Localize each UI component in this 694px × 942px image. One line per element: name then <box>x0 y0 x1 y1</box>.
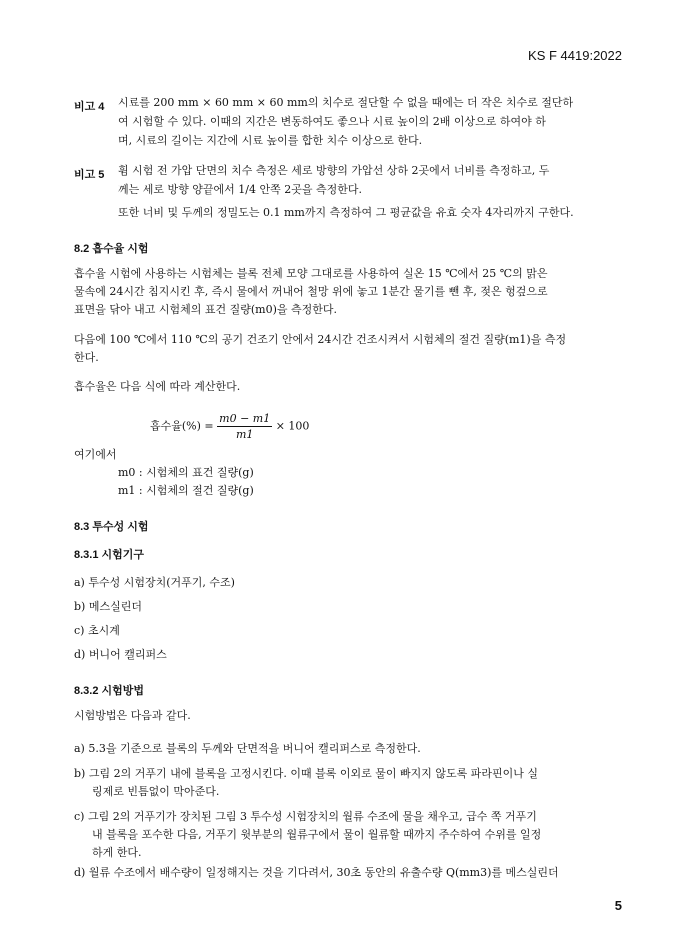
sec82-para2-line1: 다음에 100 ℃에서 110 ℃의 공기 건조기 안에서 24시간 건조시켜서 시험체의 절건 질량(m1)을 측정 <box>74 333 567 346</box>
note-5-line-2: 께는 세로 방향 양끝에서 1/4 안쪽 2곳을 측정한다. <box>118 183 362 196</box>
sec82-para2-line2: 한다. <box>74 351 99 364</box>
method-step-c-line2: 내 블록을 포수한 다음, 거푸기 윗부분의 월류구에서 물이 월류할 때까지 주수하여 수위를 일정 <box>92 828 542 841</box>
page-number: 5 <box>614 898 622 913</box>
note-5-line-1: 휨 시험 전 가압 단면의 치수 측정은 세로 방향의 가압선 상하 2곳에서 너비를 측정하고, 두 <box>118 164 550 177</box>
section-8-3-heading: 8.3 투수성 시험 <box>74 521 149 533</box>
formula-fraction <box>217 412 272 441</box>
section-8-3-2-heading: 8.3.2 시험방법 <box>74 685 145 697</box>
section-8-3-1-heading: 8.3.1 시험기구 <box>74 549 145 561</box>
method-step-c-line3: 하게 한다. <box>92 846 142 859</box>
note-4-label: 비고 4 <box>74 101 105 113</box>
sec82-para1-line1: 흡수율 시험에 사용하는 시험체는 블록 전체 모양 그대로를 사용하여 실온 15 ℃에서 25 ℃의 맑은 <box>74 267 548 280</box>
method-step-b-line1: b) 그림 2의 거푸기 내에 블록을 고정시킨다. 이때 블록 이외로 물이 빠지지 않도록 파라핀이나 실 <box>74 767 538 780</box>
note-5-label: 비고 5 <box>74 169 105 181</box>
def-m1: m1 : 시험체의 절건 질량(g) <box>118 484 254 497</box>
def-m0: m0 : 시험체의 표건 질량(g) <box>118 466 254 479</box>
note-4-line-3: 며, 시료의 길이는 지간에 시료 높이를 합한 치수 이상으로 한다. <box>118 134 423 147</box>
equipment-item-a: a) 투수성 시험장치(거푸기, 수조) <box>74 576 235 589</box>
sec82-para3: 흡수율은 다음 식에 따라 계산한다. <box>74 380 241 393</box>
method-step-c-line1: c) 그림 2의 거푸기가 장치된 그림 3 투수성 시험장치의 월류 수조에 물을 채우고, 급수 쪽 거푸기 <box>74 810 537 823</box>
equipment-item-b: b) 메스실린더 <box>74 600 142 613</box>
where-label: 여기에서 <box>74 448 117 461</box>
note-4-line-2: 여 시험할 수 있다. 이때의 지간은 변동하여도 좋으나 시료 높이의 2배 이상으로 하여야 하 <box>118 115 546 128</box>
formula-numerator: m0 − m1 <box>219 412 271 425</box>
formula-tail: × 100 <box>275 419 310 433</box>
equipment-item-c: c) 초시계 <box>74 624 120 637</box>
note-5-extra: 또한 너비 및 두께의 정밀도는 0.1 mm까지 측정하여 그 평균값을 유효 숫자 4자리까지 구한다. <box>118 206 574 219</box>
method-step-d: d) 월류 수조에서 배수량이 일정해지는 것을 기다려서, 30초 동안의 유출수량 Q(mm3)를 메스실린더 <box>74 866 559 879</box>
section-8-2-heading: 8.2 흡수율 시험 <box>74 243 149 255</box>
note-4-line-1: 시료를 200 mm × 60 mm × 60 mm의 치수로 절단할 수 없을 때에는 더 작은 치수로 절단하 <box>118 96 574 109</box>
sec82-para1-line3: 표면을 닦아 내고 시험체의 표건 질량(m0)을 측정한다. <box>74 303 338 316</box>
formula-denominator: m1 <box>235 428 254 441</box>
equipment-item-d: d) 버니어 캘리퍼스 <box>74 648 167 661</box>
method-step-b-line2: 링제로 빈틈없이 막아준다. <box>92 785 220 798</box>
standard-id-header: KS F 4419:2022 <box>528 48 622 63</box>
method-intro: 시험방법은 다음과 같다. <box>74 709 191 722</box>
formula-lhs: 흡수율(%) = <box>150 419 214 433</box>
method-step-a: a) 5.3을 기준으로 블록의 두께와 단면적을 버니어 캘리퍼스로 측정한다. <box>74 742 421 755</box>
sec82-para1-line2: 물속에 24시간 침지시킨 후, 즉시 물에서 꺼내어 철망 위에 놓고 1분간 물기를 뺀 후, 젖은 헝겊으로 <box>74 285 548 298</box>
absorption-formula <box>150 412 309 441</box>
